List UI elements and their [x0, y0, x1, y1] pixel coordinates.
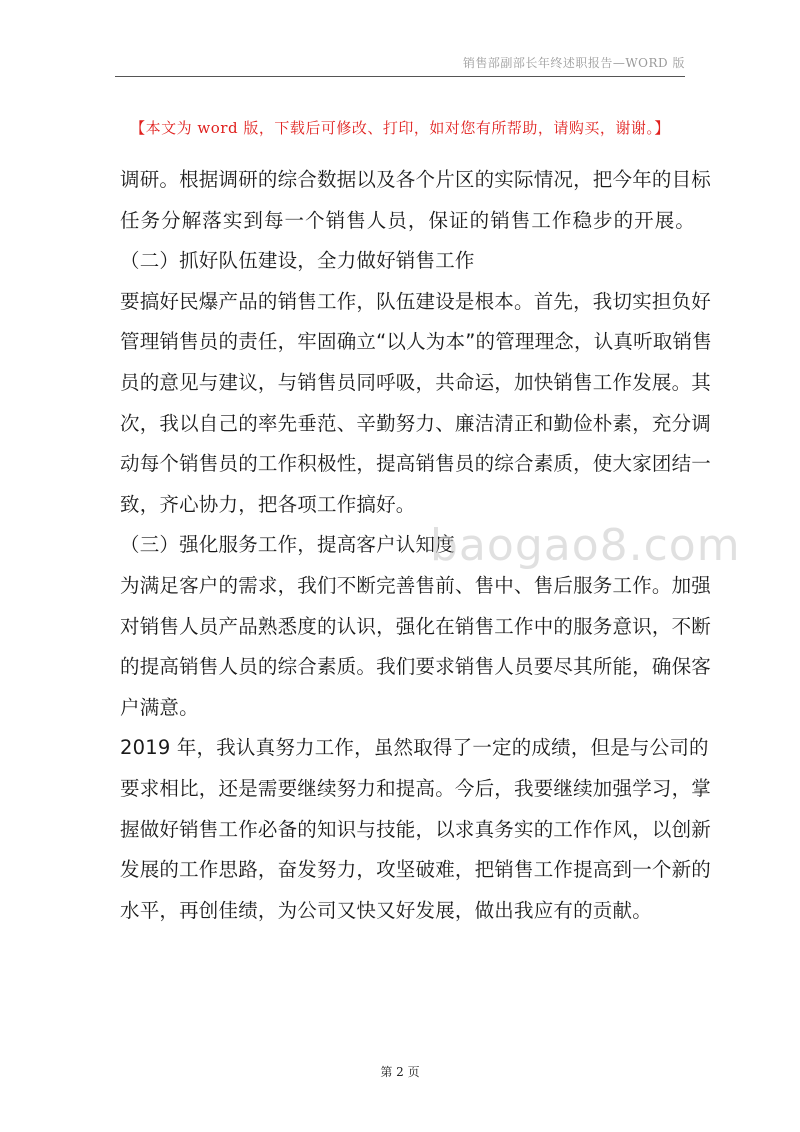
body-line: 2019 年，我认真努力工作，虽然取得了一定的成绩，但是与公司的	[120, 736, 709, 760]
body-line: 员的意见与建议，与销售员同呼吸，共命运，加快销售工作发展。其	[120, 370, 712, 394]
page-header-title: 销售部副部长年终述职报告—WORD 版	[462, 56, 685, 70]
body-line: 发展的工作思路，奋发努力，攻坚破难，把销售工作提高到一个新的	[120, 858, 712, 882]
section-heading: （三）强化服务工作，提高客户认知度	[120, 533, 455, 557]
body-line: 对销售人员产品熟悉度的认识，强化在销售工作中的服务意识，不断	[120, 614, 712, 638]
body-line: 水平，再创佳绩，为公司又快又好发展，做出我应有的贡献。	[120, 898, 652, 922]
purchase-notice: 【本文为 word 版，下载后可修改、打印，如对您有所帮助，请购买，谢谢。】	[130, 119, 670, 137]
section-heading: （二）抓好队伍建设，全力做好销售工作	[120, 249, 475, 273]
watermark: baogao8.com	[430, 520, 741, 571]
body-line: 要求相比，还是需要继续努力和提高。今后，我要继续加强学习，掌	[120, 776, 712, 800]
body-line: 户满意。	[120, 695, 199, 719]
body-line: 调研。根据调研的综合数据以及各个片区的实际情况，把今年的目标	[120, 168, 712, 191]
body-line: 握做好销售工作必备的知识与技能，以求真务实的工作作风，以创新	[120, 817, 712, 841]
header-divider	[115, 76, 685, 77]
body-line: 为满足客户的需求，我们不断完善售前、售中、售后服务工作。加强	[120, 573, 712, 597]
body-line: 任务分解落实到每一个销售人员，保证的销售工作稳步的开展。	[120, 208, 695, 232]
page-number: 第 2 页	[380, 1065, 420, 1079]
body-line: 动每个销售员的工作积极性，提高销售员的综合素质，使大家团结一	[120, 452, 712, 476]
body-line: 管理销售员的责任，牢固确立“以人为本”的管理理念，认真听取销售	[120, 330, 712, 354]
body-line: 致，齐心协力，把各项工作搞好。	[120, 492, 416, 516]
body-line: 要搞好民爆产品的销售工作，队伍建设是根本。首先，我切实担负好	[120, 289, 712, 313]
body-line: 的提高销售人员的综合素质。我们要求销售人员要尽其所能，确保客	[120, 655, 712, 679]
body-line: 次，我以自己的率先垂范、辛勤努力、廉洁清正和勤俭朴素，充分调	[120, 411, 712, 435]
